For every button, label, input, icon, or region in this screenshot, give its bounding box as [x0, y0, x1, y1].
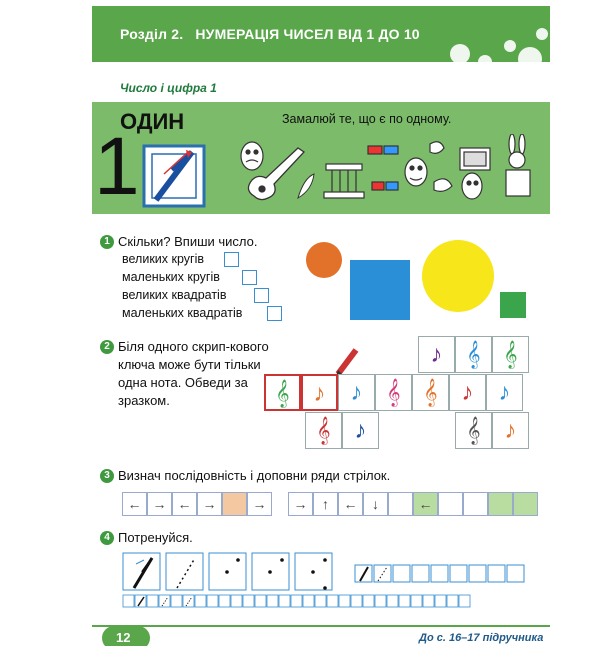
theater-mask-icon — [462, 173, 482, 199]
task1-shapes — [298, 234, 528, 326]
arrow-cell: ← — [338, 492, 363, 516]
arrow-cell: → — [197, 492, 222, 516]
arrow-cell[interactable] — [438, 492, 463, 516]
task-number-4: 4 — [100, 531, 114, 545]
note-cell: ♪ — [418, 336, 455, 373]
page-number: 12 — [116, 630, 131, 645]
task2-text: Біля одного скрип-кового ключа може бути тільки одна нота. Обведи за зразком. — [118, 339, 269, 408]
treble-cell[interactable]: 𝄞 — [412, 374, 449, 411]
arrow-cell: ← — [172, 492, 197, 516]
footer-line — [92, 625, 550, 627]
arrow-answer-cell[interactable] — [488, 492, 513, 516]
treble-cell: 𝄞 — [455, 336, 492, 373]
task3-title: Визнач послідовність і доповни ряди стрілок. — [118, 468, 391, 483]
task1-line-4: маленьких квадратів — [122, 306, 243, 320]
band-icons — [234, 134, 544, 206]
task1-line-1: великих кругів — [122, 252, 204, 266]
task4-title: Потренуйся. — [118, 530, 193, 545]
theater-mask-icon — [405, 158, 427, 186]
arrow-cell[interactable] — [463, 492, 488, 516]
task1-line-2: маленьких кругів — [122, 270, 220, 284]
workbook-page — [92, 6, 550, 646]
answer-box-2[interactable] — [242, 270, 257, 285]
arrow-answer-cell[interactable] — [222, 492, 247, 516]
treble-cell[interactable]: 𝄞 — [305, 412, 342, 449]
note-cell[interactable]: ♪ — [449, 374, 486, 411]
tiny-trace-cells — [122, 594, 482, 610]
ballet-shoes-icon — [430, 142, 452, 192]
trace-cells — [122, 552, 342, 592]
arrow-answer-cell[interactable]: ← — [413, 492, 438, 516]
arrow-cell: ↓ — [363, 492, 388, 516]
feather-icon — [298, 174, 314, 198]
theater-mask-icon — [241, 142, 263, 170]
answer-box-3[interactable] — [254, 288, 269, 303]
big-blue-square — [350, 260, 410, 320]
big-digit: 1 — [94, 121, 140, 212]
column-icon — [324, 164, 364, 198]
task-number-1: 1 — [100, 235, 114, 249]
task-number-3: 3 — [100, 469, 114, 483]
lesson-subtitle: Число і цифра 1 — [120, 81, 217, 95]
treble-cell[interactable]: 𝄞 — [455, 412, 492, 449]
arrow-cell: → — [147, 492, 172, 516]
treble-cell[interactable]: 𝄞 — [375, 374, 412, 411]
pencil-icon — [334, 346, 360, 376]
arrow-cell[interactable] — [388, 492, 413, 516]
section-title: НУМЕРАЦІЯ ЧИСЕЛ ВІД 1 ДО 10 — [195, 26, 420, 42]
digit-writing-box — [142, 144, 208, 208]
treble-cell-example: 𝄞 — [264, 374, 301, 411]
arrow-cell: → — [247, 492, 272, 516]
band-task-text: Замалюй те, що є по одному. — [282, 112, 452, 126]
answer-box-4[interactable] — [267, 306, 282, 321]
treble-cell: 𝄞 — [492, 336, 529, 373]
task1-line-3: великих квадратів — [122, 288, 227, 302]
arrow-cell: ↑ — [313, 492, 338, 516]
note-cell[interactable]: ♪ — [338, 374, 375, 411]
small-orange-circle — [306, 242, 342, 278]
3d-glasses-icon — [368, 146, 398, 190]
answer-box-1[interactable] — [224, 252, 239, 267]
task1-title: Скільки? Впиши число. — [118, 234, 258, 249]
decorative-dots — [440, 24, 550, 74]
small-green-square — [500, 292, 526, 318]
arrow-answer-cell[interactable] — [513, 492, 538, 516]
small-trace-cells — [354, 564, 534, 584]
note-cell-example: ♪ — [301, 374, 338, 411]
arrow-cell: → — [288, 492, 313, 516]
film-strip-icon — [460, 148, 490, 170]
rabbit-hat-icon — [506, 134, 530, 196]
note-cell[interactable]: ♪ — [486, 374, 523, 411]
section-label: Розділ 2. — [120, 26, 184, 42]
arrow-cell: ← — [122, 492, 147, 516]
task-number-2: 2 — [100, 340, 114, 354]
word-one: ОДИН — [120, 109, 185, 134]
note-cell[interactable]: ♪ — [342, 412, 379, 449]
textbook-reference: До с. 16–17 підручника — [419, 632, 544, 644]
note-cell[interactable]: ♪ — [492, 412, 529, 449]
big-yellow-circle — [422, 240, 494, 312]
header-title — [120, 26, 420, 42]
section-header — [92, 6, 550, 62]
